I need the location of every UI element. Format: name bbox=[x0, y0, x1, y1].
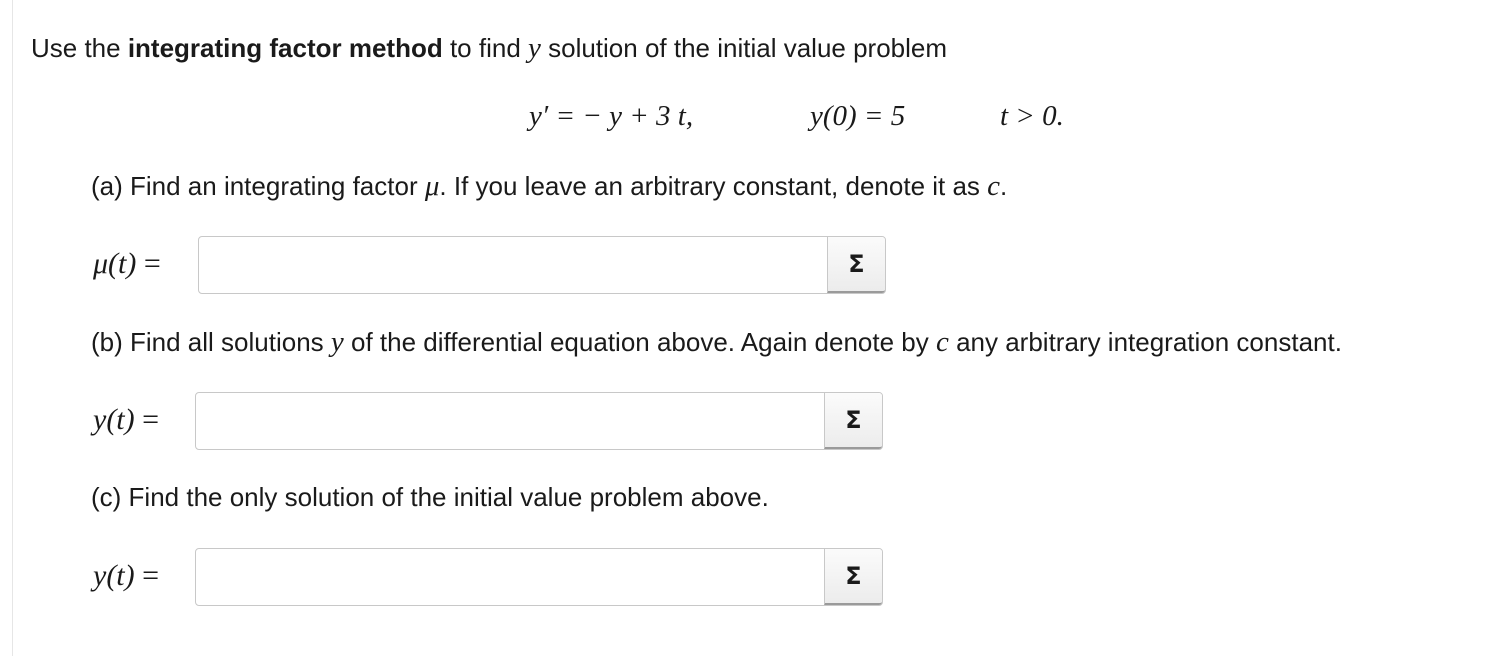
part-a-prompt bbox=[91, 170, 1007, 203]
part-a-function: μ(t) bbox=[93, 247, 137, 280]
sigma-icon: Σ bbox=[845, 562, 862, 590]
part-a-suffix: . bbox=[1000, 171, 1008, 201]
part-a-answer-input[interactable] bbox=[199, 237, 827, 293]
intro-variable: y bbox=[528, 32, 541, 64]
part-a-answer-box bbox=[198, 236, 886, 294]
part-c-answer-box bbox=[195, 548, 883, 606]
part-a-variable: μ bbox=[424, 170, 440, 202]
part-a-equation-editor-button[interactable] bbox=[827, 237, 885, 293]
part-b-suffix: any arbitrary integration constant. bbox=[948, 327, 1342, 357]
part-a-middle: . If you leave an arbitrary constant, denote it as bbox=[439, 171, 988, 201]
part-c-equals: = bbox=[134, 559, 160, 592]
intro-middle: to find bbox=[442, 33, 529, 63]
part-b-middle: of the differential equation above. Again denote by bbox=[343, 327, 936, 357]
part-a-answer-label bbox=[93, 247, 161, 281]
method-name: integrating factor method bbox=[127, 33, 443, 63]
intro-suffix: solution of the initial value problem bbox=[540, 33, 948, 63]
domain-condition: t > 0. bbox=[1000, 100, 1064, 132]
part-b-equation-editor-button[interactable] bbox=[824, 393, 882, 449]
part-b-answer-box bbox=[195, 392, 883, 450]
question-panel bbox=[12, 0, 1506, 656]
part-c-equation-editor-button[interactable] bbox=[824, 549, 882, 605]
sigma-icon: Σ bbox=[848, 250, 865, 278]
intro-prefix: Use the bbox=[31, 33, 128, 63]
sigma-icon: Σ bbox=[845, 406, 862, 434]
part-b-prefix: (b) Find all solutions bbox=[91, 327, 331, 357]
part-a-constant: c bbox=[987, 170, 1001, 202]
part-b-variable: y bbox=[330, 326, 344, 358]
part-b-constant: c bbox=[935, 326, 949, 358]
part-a-prefix: (a) Find an integrating factor bbox=[91, 171, 425, 201]
part-c-function: y(t) bbox=[93, 559, 135, 592]
part-c-answer-input[interactable] bbox=[196, 549, 824, 605]
initial-condition: y(0) = 5 bbox=[810, 100, 906, 132]
part-c-prompt: (c) Find the only solution of the initial value problem above. bbox=[91, 482, 769, 512]
part-b-answer-label bbox=[93, 403, 159, 437]
part-b-equals: = bbox=[134, 403, 160, 436]
part-c-answer-label bbox=[93, 559, 159, 593]
part-b-function: y(t) bbox=[93, 403, 135, 436]
part-b-prompt bbox=[91, 326, 1342, 359]
part-b-answer-input[interactable] bbox=[196, 393, 824, 449]
part-a-equals: = bbox=[136, 247, 161, 280]
problem-statement bbox=[31, 32, 947, 65]
differential-equation: y′ = − y + 3 t, bbox=[529, 100, 694, 132]
